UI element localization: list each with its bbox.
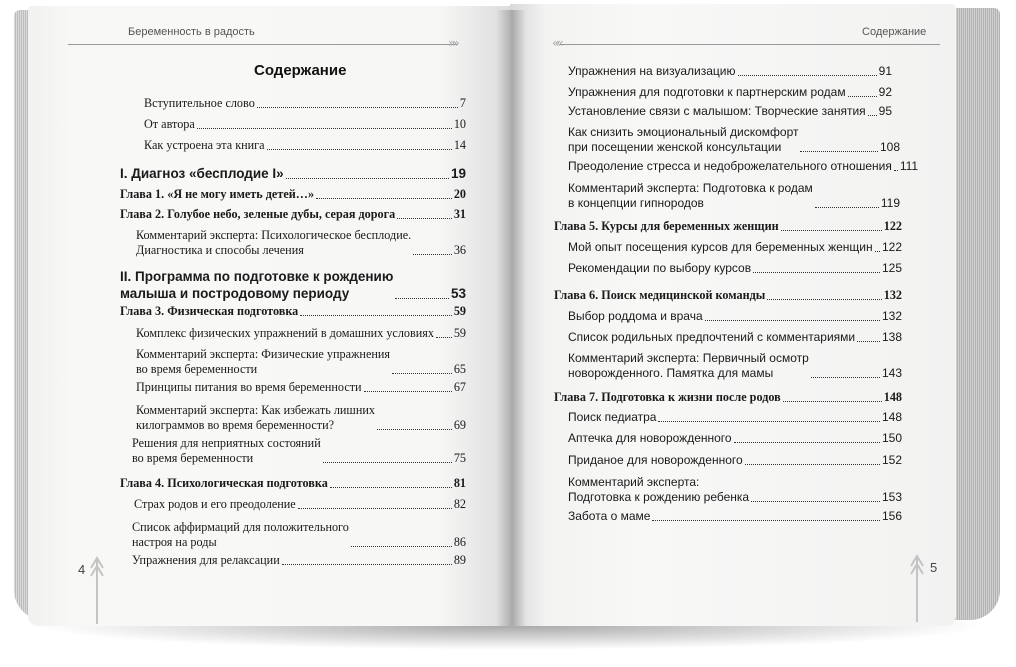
dot-leader	[300, 315, 452, 316]
dot-leader	[392, 373, 452, 374]
toc-entry	[568, 309, 902, 324]
toc-entry-page: 132	[881, 309, 902, 323]
toc-entry-title	[568, 181, 813, 211]
toc-entry-title	[568, 85, 846, 100]
dot-leader	[894, 170, 898, 171]
toc-entry-title-line: при посещении женской консультации	[568, 140, 782, 154]
right-arrow-icon: »»	[448, 36, 457, 50]
dot-leader	[364, 391, 452, 392]
dot-leader	[811, 377, 880, 378]
toc-entry-title-line: Страх родов и его преодоление	[134, 497, 296, 511]
toc-entry-title	[568, 125, 798, 155]
dot-leader	[351, 546, 452, 547]
right-page	[510, 4, 956, 626]
toc-entry-page: 119	[880, 196, 900, 210]
toc-entry-title	[120, 476, 328, 491]
toc-entry-title-line: новорожденного. Памятка для мамы	[568, 366, 774, 380]
toc-entry	[132, 520, 466, 550]
toc-entry-page: 82	[453, 497, 466, 511]
toc-entry-page: 143	[881, 366, 902, 380]
toc-entry-title	[144, 117, 195, 132]
toc-entry-title	[134, 497, 296, 512]
toc-entry-title-line: Принципы питания во время беременности	[136, 380, 362, 394]
toc-entry-title-line: Установление связи с малышом: Творческие занятия	[568, 104, 866, 118]
dot-leader	[395, 298, 449, 299]
toc-entry-title-line: Забота о маме	[568, 509, 651, 523]
toc-entry-title	[568, 240, 873, 255]
toc-entry	[568, 453, 902, 468]
toc-entry-title-line: малыша и постродовому периоду	[120, 286, 350, 301]
toc-entry-title-line: Комментарий эксперта: Подготовка к родам	[568, 181, 813, 195]
toc-entry-page: 36	[453, 243, 466, 257]
toc-entry-page: 31	[453, 207, 466, 221]
toc-entry-page: 138	[881, 330, 902, 344]
dot-leader	[767, 299, 881, 300]
toc-entry-title	[120, 165, 284, 182]
toc-entry	[568, 431, 902, 446]
toc-entry-page: 95	[878, 104, 892, 118]
dot-leader	[282, 564, 452, 565]
left-page	[28, 6, 510, 626]
toc-entry-title-line: Мой опыт посещения курсов для беременных женщин	[568, 240, 873, 254]
toc-entry-page: 86	[453, 535, 466, 549]
toc-entry-title	[568, 104, 866, 119]
toc-entry-page: 19	[450, 166, 466, 181]
toc-entry	[120, 268, 466, 302]
toc-entry	[568, 85, 892, 100]
toc-entry-title	[144, 96, 255, 111]
toc-entry-title-line: Комментарий эксперта: Психологическое бесплодие.	[136, 228, 412, 242]
toc-entry-title-line: Комментарий эксперта: Как избежать лишних	[136, 403, 375, 417]
toc-entry-page: 20	[453, 187, 466, 201]
toc-entry	[554, 219, 902, 234]
toc-entry-title	[554, 390, 781, 405]
toc-entry	[568, 410, 902, 425]
toc-entry-title-line: килограммов во время беременности?	[136, 418, 335, 432]
toc-entry-title-line: Комментарий эксперта: Первичный осмотр	[568, 351, 809, 365]
toc-entry-page: 132	[883, 288, 902, 302]
toc-entry-title	[120, 304, 298, 319]
toc-entry	[120, 165, 466, 182]
dot-leader	[738, 75, 877, 76]
dot-leader	[800, 151, 877, 152]
toc-entry-page: 14	[453, 138, 466, 152]
toc-entry-title-line: Диагностика и способы лечения	[136, 243, 304, 257]
toc-entry-page: 75	[453, 451, 466, 465]
left-arrow-decoration-icon	[90, 554, 104, 624]
toc-entry-page: 89	[453, 553, 466, 567]
toc-entry-page: 150	[881, 431, 902, 445]
toc-entry-title	[568, 509, 650, 524]
dot-leader	[257, 107, 458, 108]
dot-leader	[781, 230, 882, 231]
dot-leader	[197, 128, 452, 129]
toc-entry-title-line: Глава 1. «Я не могу иметь детей…»	[120, 187, 315, 201]
toc-entry	[136, 228, 466, 258]
toc-entry-title-line: Глава 7. Подготовка к жизни после родов	[554, 390, 781, 404]
toc-entry	[568, 64, 892, 79]
toc-entry-title-line: Выбор роддома и врача	[568, 309, 703, 323]
left-arrow-icon: ««	[552, 36, 561, 50]
toc-entry	[554, 390, 902, 405]
dot-leader	[753, 272, 880, 273]
toc-entry	[134, 497, 466, 512]
toc-entry-page: 69	[453, 418, 466, 432]
toc-entry-title-line: во время беременности	[132, 451, 254, 465]
toc-entry-page: 65	[453, 362, 466, 376]
dot-leader	[705, 320, 880, 321]
toc-entry-title	[120, 207, 395, 222]
toc-entry-title	[568, 410, 656, 425]
toc-entry-title	[568, 309, 703, 324]
right-running-title: Содержание	[862, 26, 927, 38]
toc-entry-title-line: Как устроена эта книга	[144, 138, 265, 152]
toc-entry-page: 67	[453, 380, 466, 394]
toc-entry-page: 122	[883, 219, 902, 233]
toc-entry	[136, 347, 466, 377]
toc-entry-title-line: I. Диагноз «бесплодие I»	[120, 166, 284, 181]
toc-entry	[136, 380, 466, 395]
toc-entry-title-line: Список аффирмаций для положительного	[132, 520, 349, 534]
toc-entry	[144, 117, 466, 132]
dot-leader	[868, 115, 877, 116]
toc-entry-title-line: Глава 2. Голубое небо, зеленые дубы, серая дорога	[120, 207, 396, 221]
toc-entry-title	[568, 261, 751, 276]
toc-entry-title	[554, 219, 779, 234]
toc-entry	[136, 326, 466, 341]
dot-leader	[815, 207, 879, 208]
dot-leader	[377, 429, 452, 430]
toc-entry	[568, 509, 902, 524]
toc-entry-title-line: Рекомендации по выбору курсов	[568, 261, 752, 275]
toc-entry-page: 108	[879, 140, 900, 154]
toc-entry	[120, 304, 466, 319]
toc-entry-title	[554, 288, 765, 303]
toc-title: Содержание	[254, 62, 347, 79]
toc-entry-title	[136, 326, 434, 341]
toc-entry-page: 7	[459, 96, 466, 110]
toc-entry-title-line: II. Программа по подготовке к рождению	[120, 269, 394, 284]
toc-entry-title	[144, 138, 265, 153]
left-running-title: Беременность в радость	[128, 26, 255, 38]
dot-leader	[286, 178, 449, 179]
toc-entry-page: 10	[453, 117, 466, 131]
dot-leader	[734, 442, 880, 443]
toc-entry-title-line: Аптечка для новорожденного	[568, 431, 732, 445]
toc-entry-title	[568, 159, 892, 174]
dot-leader	[436, 337, 452, 338]
toc-entry-page: 111	[899, 159, 919, 173]
dot-leader	[652, 520, 880, 521]
toc-entry-title	[136, 403, 375, 433]
toc-entry-title-line: Вступительное слово	[144, 96, 255, 110]
toc-entry-page: 122	[881, 240, 902, 254]
toc-entry	[144, 138, 466, 153]
book-gutter	[496, 10, 526, 626]
toc-entry	[132, 553, 466, 568]
dot-leader	[745, 464, 880, 465]
toc-entry-title-line: От автора	[144, 117, 195, 131]
dot-leader	[330, 487, 452, 488]
toc-entry-title-line: Комментарий эксперта:	[568, 475, 700, 489]
toc-entry	[554, 288, 902, 303]
dot-leader	[267, 149, 452, 150]
toc-entry	[132, 436, 466, 466]
toc-entry-title-line: Упражнения для релаксации	[132, 553, 280, 567]
toc-entry-title-line: Как снизить эмоциональный дискомфорт	[568, 125, 799, 139]
toc-entry-title-line: Комплекс физических упражнений в домашних условиях	[136, 326, 434, 340]
toc-entry-title	[132, 553, 280, 568]
dot-leader	[323, 462, 452, 463]
left-page-number: 4	[78, 562, 86, 577]
toc-entry	[568, 330, 902, 345]
toc-entry-title-line: в концепции гипнородов	[568, 196, 704, 210]
toc-entry	[568, 159, 919, 174]
toc-entry-title-line: Комментарий эксперта: Физические упражнения	[136, 347, 391, 361]
right-page-number: 5	[930, 560, 938, 575]
toc-entry-title-line: Глава 4. Психологическая подготовка	[120, 476, 328, 490]
toc-entry-page: 92	[878, 85, 892, 99]
toc-entry-title	[120, 268, 393, 302]
toc-entry-title-line: Поиск педиатра	[568, 410, 657, 424]
dot-leader	[783, 401, 882, 402]
dot-leader	[857, 341, 880, 342]
toc-entry-title	[568, 64, 736, 79]
toc-entry-title	[568, 330, 855, 345]
toc-entry-title-line: Список родильных предпочтений с комментариями	[568, 330, 856, 344]
toc-entry-title	[568, 351, 809, 381]
toc-entry-page: 59	[453, 304, 466, 318]
toc-entry-page: 125	[881, 261, 902, 275]
toc-entry-page: 148	[881, 410, 902, 424]
toc-entry	[568, 104, 892, 119]
right-page-edges	[952, 8, 1000, 620]
right-header-rule	[560, 44, 940, 45]
toc-entry-title	[120, 187, 314, 202]
toc-entry-title-line: Глава 3. Физическая подготовка	[120, 304, 299, 318]
dot-leader	[848, 96, 877, 97]
toc-entry-title	[136, 347, 390, 377]
toc-entry	[144, 96, 466, 111]
toc-entry-page: 91	[878, 64, 892, 78]
dot-leader	[316, 198, 452, 199]
dot-leader	[658, 421, 880, 422]
toc-entry-page: 53	[450, 286, 466, 301]
toc-entry-page: 152	[881, 453, 902, 467]
dot-leader	[751, 501, 880, 502]
toc-entry	[568, 351, 902, 381]
toc-entry-title-line: Решения для неприятных состояний	[132, 436, 321, 450]
toc-entry	[568, 181, 900, 211]
left-header-rule	[68, 44, 458, 45]
toc-entry-page: 81	[453, 476, 466, 490]
dot-leader	[413, 254, 452, 255]
toc-entry-title-line: Упражнения для подготовки к партнерским родам	[568, 85, 846, 99]
toc-entry-title	[568, 453, 743, 468]
toc-entry-page: 59	[453, 326, 466, 340]
toc-entry-title-line: во время беременности	[136, 362, 258, 376]
toc-entry	[568, 240, 902, 255]
toc-entry	[568, 261, 902, 276]
toc-entry-title-line: Глава 6. Поиск медицинской команды	[554, 288, 766, 302]
toc-entry	[136, 403, 466, 433]
toc-entry-page: 153	[881, 490, 902, 504]
toc-entry	[120, 187, 466, 202]
toc-entry	[120, 207, 466, 222]
toc-entry	[568, 125, 900, 155]
toc-entry-title-line: Приданое для новорожденного	[568, 453, 743, 467]
dot-leader	[298, 508, 452, 509]
toc-entry-title	[568, 431, 732, 446]
dot-leader	[875, 251, 880, 252]
right-arrow-decoration-icon	[910, 552, 924, 622]
toc-entry-title-line: Упражнения на визуализацию	[568, 64, 736, 78]
toc-entry-title-line: Преодоление стресса и недоброжелательного отношения	[568, 159, 892, 173]
toc-entry-title-line: настроя на роды	[132, 535, 217, 549]
toc-entry-page: 156	[881, 509, 902, 523]
toc-entry	[568, 475, 902, 505]
toc-entry-title	[132, 520, 349, 550]
toc-entry-title	[136, 380, 362, 395]
toc-entry-title	[136, 228, 411, 258]
toc-entry-title	[568, 475, 749, 505]
toc-entry-title-line: Подготовка к рождению ребенка	[568, 490, 750, 504]
toc-entry	[120, 476, 466, 491]
toc-entry-title	[132, 436, 321, 466]
toc-entry-title-line: Глава 5. Курсы для беременных женщин	[554, 219, 779, 233]
dot-leader	[397, 218, 452, 219]
toc-entry-page: 148	[883, 390, 902, 404]
